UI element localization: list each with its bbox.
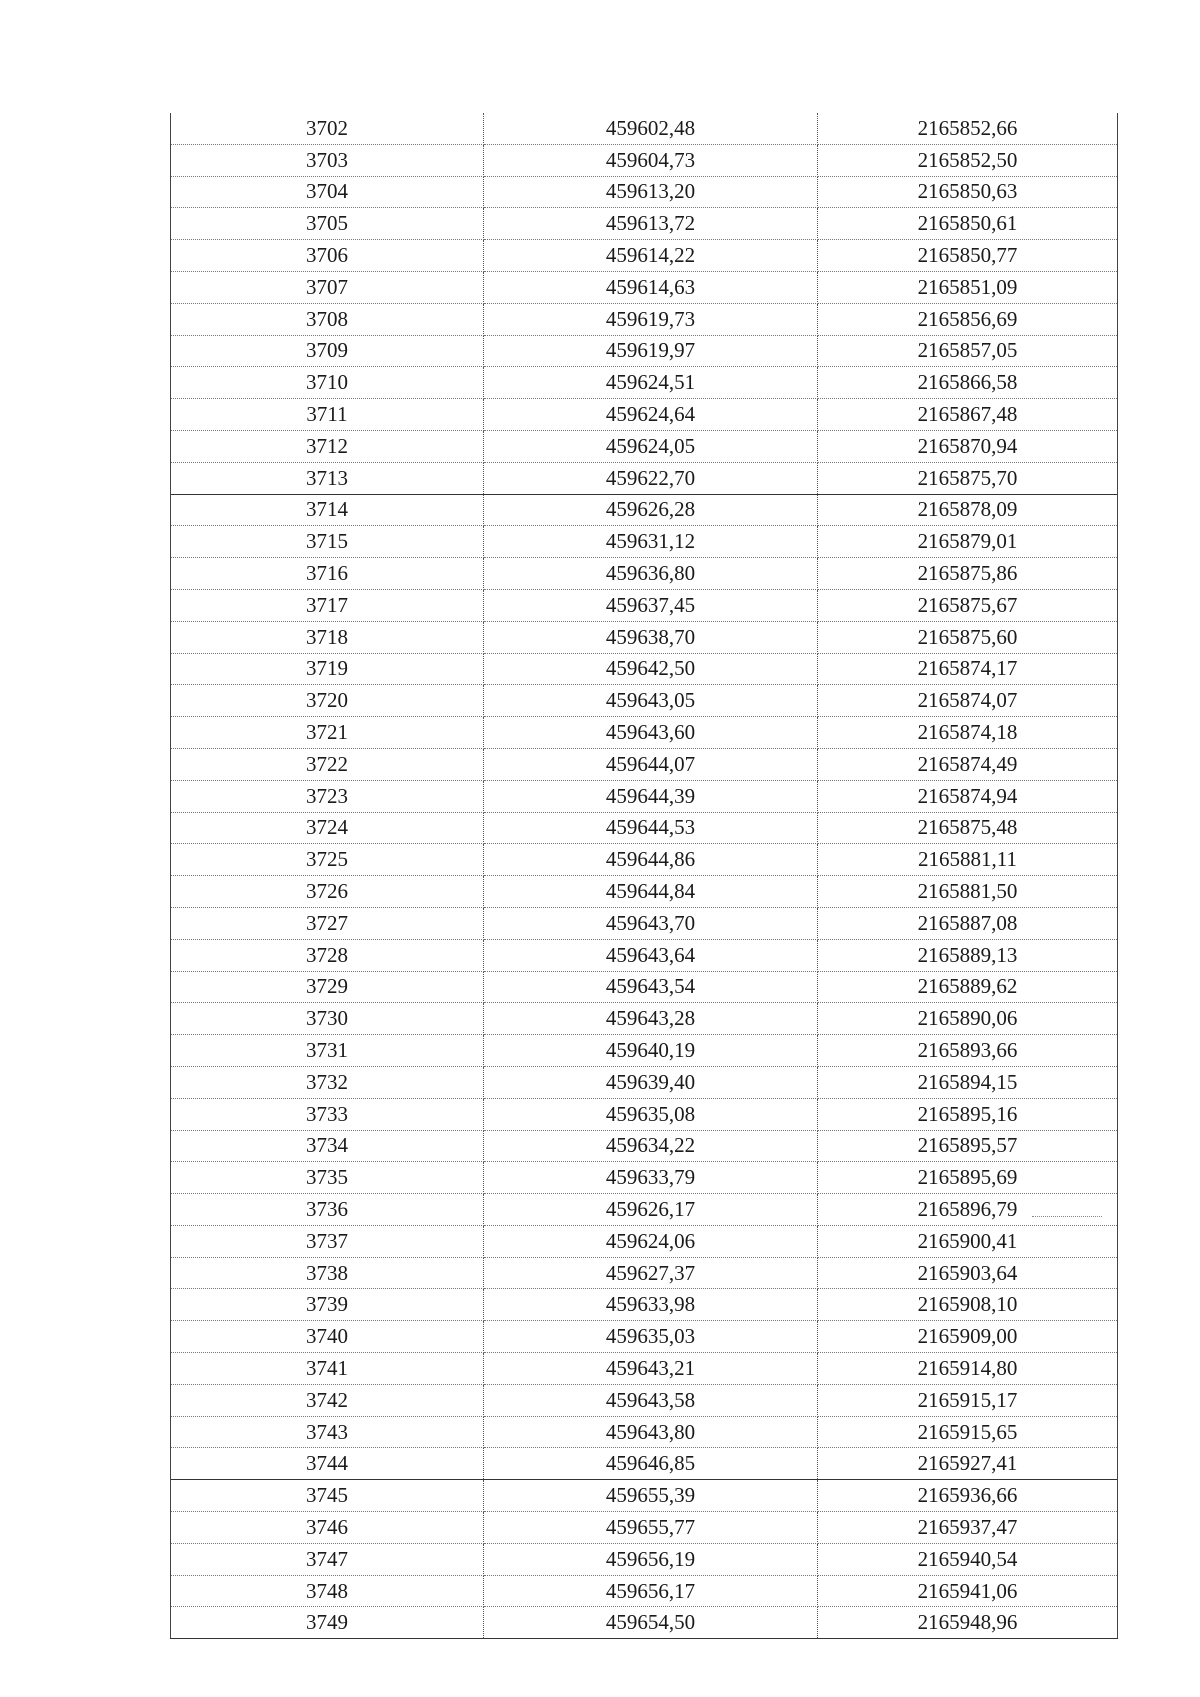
table-row (171, 812, 1118, 844)
point-number-cell: 3748 (171, 1575, 484, 1607)
y-coordinate-cell: 2165875,60 (818, 621, 1118, 653)
y-coordinate-cell: 2165940,54 (818, 1543, 1118, 1575)
x-coordinate-cell: 459627,37 (484, 1257, 818, 1289)
point-number-cell: 3738 (171, 1257, 484, 1289)
table-row (171, 113, 1118, 144)
y-coordinate-cell: 2165900,41 (818, 1225, 1118, 1257)
point-number-cell: 3714 (171, 494, 484, 526)
y-coordinate-cell: 2165895,69 (818, 1162, 1118, 1194)
x-coordinate-cell: 459644,84 (484, 876, 818, 908)
x-coordinate-cell: 459640,19 (484, 1035, 818, 1067)
y-coordinate-cell: 2165857,05 (818, 335, 1118, 367)
table-row (171, 621, 1118, 653)
point-number-cell: 3719 (171, 653, 484, 685)
x-coordinate-cell: 459614,22 (484, 240, 818, 272)
table-row (171, 558, 1118, 590)
table-row (171, 1512, 1118, 1544)
y-coordinate-cell: 2165914,80 (818, 1353, 1118, 1385)
point-number-cell: 3716 (171, 558, 484, 590)
table-row (171, 1035, 1118, 1067)
point-number-cell: 3747 (171, 1543, 484, 1575)
y-coordinate-cell: 2165874,18 (818, 717, 1118, 749)
point-number-cell: 3734 (171, 1130, 484, 1162)
table-row (171, 1448, 1118, 1480)
y-coordinate-cell: 2165874,49 (818, 748, 1118, 780)
y-coordinate-cell: 2165937,47 (818, 1512, 1118, 1544)
x-coordinate-cell: 459602,48 (484, 113, 818, 144)
x-coordinate-cell: 459631,12 (484, 526, 818, 558)
y-coordinate-cell: 2165874,07 (818, 685, 1118, 717)
x-coordinate-cell: 459643,80 (484, 1416, 818, 1448)
x-coordinate-cell: 459654,50 (484, 1607, 818, 1639)
y-coordinate-cell: 2165856,69 (818, 303, 1118, 335)
y-coordinate-cell: 2165915,65 (818, 1416, 1118, 1448)
point-number-cell: 3729 (171, 971, 484, 1003)
x-coordinate-cell: 459624,64 (484, 399, 818, 431)
table-row (171, 1543, 1118, 1575)
table-row (171, 1480, 1118, 1512)
point-number-cell: 3717 (171, 589, 484, 621)
table-row (171, 1575, 1118, 1607)
table-row (171, 1225, 1118, 1257)
x-coordinate-cell: 459634,22 (484, 1130, 818, 1162)
table-row (171, 971, 1118, 1003)
table-row (171, 494, 1118, 526)
y-coordinate-cell: 2165908,10 (818, 1289, 1118, 1321)
point-number-cell: 3713 (171, 462, 484, 494)
y-coordinate-cell: 2165895,16 (818, 1098, 1118, 1130)
x-coordinate-cell: 459656,17 (484, 1575, 818, 1607)
coordinates-table (170, 113, 1118, 1639)
y-coordinate-cell: 2165881,11 (818, 844, 1118, 876)
point-number-cell: 3746 (171, 1512, 484, 1544)
x-coordinate-cell: 459646,85 (484, 1448, 818, 1480)
x-coordinate-cell: 459643,21 (484, 1353, 818, 1385)
x-coordinate-cell: 459619,97 (484, 335, 818, 367)
y-coordinate-cell: 2165903,64 (818, 1257, 1118, 1289)
table-row (171, 717, 1118, 749)
table-row (171, 430, 1118, 462)
x-coordinate-cell: 459643,70 (484, 907, 818, 939)
x-coordinate-cell: 459635,08 (484, 1098, 818, 1130)
x-coordinate-cell: 459614,63 (484, 271, 818, 303)
point-number-cell: 3741 (171, 1353, 484, 1385)
point-number-cell: 3733 (171, 1098, 484, 1130)
point-number-cell: 3731 (171, 1035, 484, 1067)
x-coordinate-cell: 459639,40 (484, 1066, 818, 1098)
x-coordinate-cell: 459626,28 (484, 494, 818, 526)
point-number-cell: 3745 (171, 1480, 484, 1512)
x-coordinate-cell: 459635,03 (484, 1321, 818, 1353)
point-number-cell: 3723 (171, 780, 484, 812)
y-coordinate-cell: 2165915,17 (818, 1384, 1118, 1416)
y-coordinate-cell: 2165881,50 (818, 876, 1118, 908)
x-coordinate-cell: 459604,73 (484, 144, 818, 176)
point-number-cell: 3720 (171, 685, 484, 717)
point-number-cell: 3737 (171, 1225, 484, 1257)
y-coordinate-cell: 2165895,57 (818, 1130, 1118, 1162)
x-coordinate-cell: 459642,50 (484, 653, 818, 685)
point-number-cell: 3702 (171, 113, 484, 144)
point-number-cell: 3742 (171, 1384, 484, 1416)
y-coordinate-cell: 2165875,86 (818, 558, 1118, 590)
y-coordinate-cell: 2165896,79 (818, 1194, 1118, 1226)
table-row (171, 1257, 1118, 1289)
table-row (171, 335, 1118, 367)
point-number-cell: 3749 (171, 1607, 484, 1639)
y-coordinate-cell: 2165850,61 (818, 208, 1118, 240)
y-coordinate-cell: 2165850,77 (818, 240, 1118, 272)
x-coordinate-cell: 459643,05 (484, 685, 818, 717)
point-number-cell: 3709 (171, 335, 484, 367)
table-row (171, 685, 1118, 717)
x-coordinate-cell: 459626,17 (484, 1194, 818, 1226)
y-coordinate-cell: 2165851,09 (818, 271, 1118, 303)
y-coordinate-cell: 2165909,00 (818, 1321, 1118, 1353)
x-coordinate-cell: 459638,70 (484, 621, 818, 653)
point-number-cell: 3744 (171, 1448, 484, 1480)
x-coordinate-cell: 459643,58 (484, 1384, 818, 1416)
table-row (171, 1066, 1118, 1098)
y-coordinate-cell: 2165875,70 (818, 462, 1118, 494)
x-coordinate-cell: 459644,53 (484, 812, 818, 844)
point-number-cell: 3705 (171, 208, 484, 240)
y-coordinate-cell: 2165850,63 (818, 176, 1118, 208)
point-number-cell: 3736 (171, 1194, 484, 1226)
y-coordinate-cell: 2165936,66 (818, 1480, 1118, 1512)
y-coordinate-cell: 2165948,96 (818, 1607, 1118, 1639)
table-row (171, 176, 1118, 208)
y-coordinate-cell: 2165870,94 (818, 430, 1118, 462)
table-row (171, 526, 1118, 558)
y-coordinate-cell: 2165874,17 (818, 653, 1118, 685)
point-number-cell: 3727 (171, 907, 484, 939)
table-row (171, 1289, 1118, 1321)
x-coordinate-cell: 459655,39 (484, 1480, 818, 1512)
y-coordinate-cell: 2165875,67 (818, 589, 1118, 621)
x-coordinate-cell: 459622,70 (484, 462, 818, 494)
point-number-cell: 3740 (171, 1321, 484, 1353)
y-coordinate-cell: 2165894,15 (818, 1066, 1118, 1098)
x-coordinate-cell: 459613,72 (484, 208, 818, 240)
table-row (171, 1416, 1118, 1448)
x-coordinate-cell: 459619,73 (484, 303, 818, 335)
point-number-cell: 3724 (171, 812, 484, 844)
point-number-cell: 3712 (171, 430, 484, 462)
table-row (171, 462, 1118, 494)
y-coordinate-cell: 2165941,06 (818, 1575, 1118, 1607)
y-coordinate-cell: 2165893,66 (818, 1035, 1118, 1067)
y-coordinate-cell: 2165852,66 (818, 113, 1118, 144)
y-coordinate-cell: 2165879,01 (818, 526, 1118, 558)
table-row (171, 1162, 1118, 1194)
point-number-cell: 3739 (171, 1289, 484, 1321)
point-number-cell: 3718 (171, 621, 484, 653)
point-number-cell: 3711 (171, 399, 484, 431)
x-coordinate-cell: 459637,45 (484, 589, 818, 621)
point-number-cell: 3732 (171, 1066, 484, 1098)
y-coordinate-cell: 2165874,94 (818, 780, 1118, 812)
point-number-cell: 3708 (171, 303, 484, 335)
table-row (171, 653, 1118, 685)
table-row (171, 1194, 1118, 1226)
table-row (171, 907, 1118, 939)
y-coordinate-cell: 2165878,09 (818, 494, 1118, 526)
table-row (171, 1607, 1118, 1639)
point-number-cell: 3743 (171, 1416, 484, 1448)
y-coordinate-cell: 2165890,06 (818, 1003, 1118, 1035)
table-row (171, 1003, 1118, 1035)
table-row (171, 399, 1118, 431)
table-row (171, 939, 1118, 971)
x-coordinate-cell: 459643,28 (484, 1003, 818, 1035)
table-row (171, 1130, 1118, 1162)
point-number-cell: 3721 (171, 717, 484, 749)
point-number-cell: 3704 (171, 176, 484, 208)
point-number-cell: 3710 (171, 367, 484, 399)
point-number-cell: 3707 (171, 271, 484, 303)
y-coordinate-cell: 2165867,48 (818, 399, 1118, 431)
y-coordinate-cell: 2165887,08 (818, 907, 1118, 939)
x-coordinate-cell: 459633,98 (484, 1289, 818, 1321)
y-coordinate-cell: 2165875,48 (818, 812, 1118, 844)
point-number-cell: 3730 (171, 1003, 484, 1035)
x-coordinate-cell: 459644,07 (484, 748, 818, 780)
point-number-cell: 3725 (171, 844, 484, 876)
x-coordinate-cell: 459643,54 (484, 971, 818, 1003)
y-coordinate-cell: 2165927,41 (818, 1448, 1118, 1480)
x-coordinate-cell: 459644,39 (484, 780, 818, 812)
x-coordinate-cell: 459633,79 (484, 1162, 818, 1194)
y-coordinate-cell: 2165852,50 (818, 144, 1118, 176)
x-coordinate-cell: 459656,19 (484, 1543, 818, 1575)
table-row (171, 589, 1118, 621)
table-row (171, 844, 1118, 876)
y-coordinate-cell: 2165889,13 (818, 939, 1118, 971)
table-row (171, 303, 1118, 335)
y-coordinate-cell: 2165889,62 (818, 971, 1118, 1003)
coordinates-table-body (171, 113, 1118, 1639)
point-number-cell: 3726 (171, 876, 484, 908)
table-row (171, 208, 1118, 240)
table-row (171, 240, 1118, 272)
x-coordinate-cell: 459624,06 (484, 1225, 818, 1257)
x-coordinate-cell: 459644,86 (484, 844, 818, 876)
x-coordinate-cell: 459643,64 (484, 939, 818, 971)
table-row (171, 1353, 1118, 1385)
point-number-cell: 3735 (171, 1162, 484, 1194)
x-coordinate-cell: 459624,05 (484, 430, 818, 462)
table-row (171, 367, 1118, 399)
x-coordinate-cell: 459643,60 (484, 717, 818, 749)
table-row (171, 144, 1118, 176)
table-row (171, 748, 1118, 780)
x-coordinate-cell: 459636,80 (484, 558, 818, 590)
point-number-cell: 3706 (171, 240, 484, 272)
dotted-mark (1032, 1216, 1102, 1217)
point-number-cell: 3722 (171, 748, 484, 780)
point-number-cell: 3703 (171, 144, 484, 176)
table-row (171, 876, 1118, 908)
table-row (171, 1098, 1118, 1130)
table-row (171, 780, 1118, 812)
x-coordinate-cell: 459624,51 (484, 367, 818, 399)
table-row (171, 1321, 1118, 1353)
x-coordinate-cell: 459613,20 (484, 176, 818, 208)
y-coordinate-cell: 2165866,58 (818, 367, 1118, 399)
point-number-cell: 3728 (171, 939, 484, 971)
table-row (171, 1384, 1118, 1416)
point-number-cell: 3715 (171, 526, 484, 558)
x-coordinate-cell: 459655,77 (484, 1512, 818, 1544)
table-row (171, 271, 1118, 303)
